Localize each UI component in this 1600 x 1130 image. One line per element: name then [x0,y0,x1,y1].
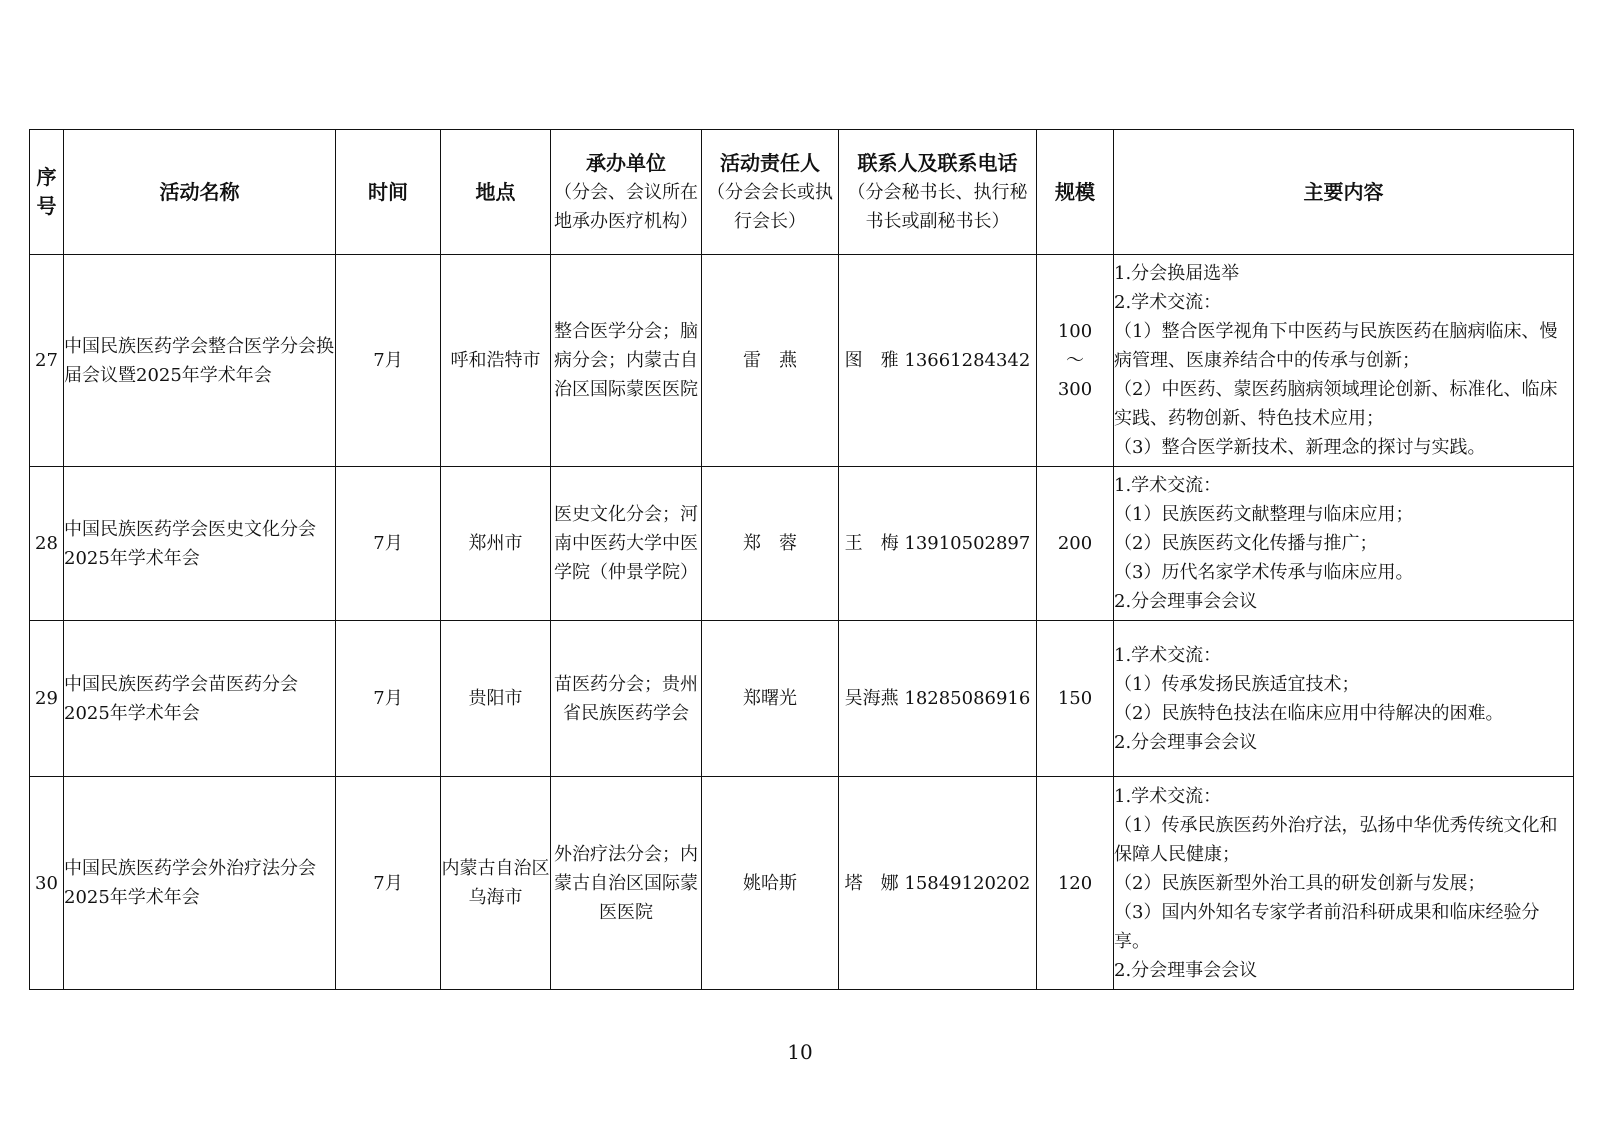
row-place: 内蒙古自治区乌海市 [441,777,551,990]
content-line: 2.分会理事会会议 [1114,731,1258,753]
table-row [30,621,1574,777]
row-scale: 200 [1037,467,1114,621]
scale-top: 100 [1057,321,1093,342]
content-line: 2.学术交流： [1114,292,1222,313]
content-line: （1）传承民族医药外治疗法，弘扬中华优秀传统文化和保障人民健康； [1114,814,1558,865]
row-contact: 塔 娜 15849120202 [839,777,1037,990]
header-content: 主要内容 [1114,130,1574,255]
row-time: 7月 [336,255,441,467]
row-seq: 30 [30,777,64,990]
content-line: （2）民族医药文化传播与推广； [1114,533,1378,554]
row-leader: 姚哈斯 [702,777,839,990]
row-scale: 150 [1037,621,1114,777]
row-unit: 苗医药分会；贵州省民族医药学会 [551,621,702,777]
row-content [1114,255,1574,467]
table-row [30,777,1574,990]
content-line: （2）民族医新型外治工具的研发创新与发展； [1114,872,1486,894]
row-scale: 120 [1037,777,1114,990]
table-row [30,467,1574,621]
header-name: 活动名称 [64,130,336,255]
content-line: 2.分会理事会会议 [1114,591,1258,612]
header-contact-note: （分会秘书长、执行秘书长或副秘书长） [847,181,1028,232]
header-unit [551,130,702,255]
content-line: 1.分会换届选举 [1114,263,1240,284]
content-line: 1.学术交流： [1114,785,1222,807]
content-line: 1.学术交流： [1114,644,1222,666]
content-line: （1）整合医学视角下中医药与民族医药在脑病临床、慢病管理、医康养结合中的传承与创新； [1114,321,1558,371]
row-seq: 27 [30,255,64,467]
content-line: 1.学术交流： [1114,475,1222,496]
row-seq: 28 [30,467,64,621]
page-number: 10 [787,1040,813,1064]
content-line: （3）整合医学新技术、新理念的探讨与实践。 [1114,437,1486,458]
row-content [1114,467,1574,621]
row-seq: 29 [30,621,64,777]
header-seq: 序号 [30,130,64,255]
row-content [1114,777,1574,990]
table-header-row [30,130,1574,255]
row-contact: 吴海燕 18285086916 [839,621,1037,777]
row-place: 郑州市 [441,467,551,621]
row-content [1114,621,1574,777]
header-leader-note: （分会会长或执行会长） [707,181,833,232]
row-leader: 郑曙光 [702,621,839,777]
content-line: （3）历代名家学术传承与临床应用。 [1114,562,1414,583]
row-leader: 雷 燕 [702,255,839,467]
header-unit-title: 承办单位 [586,150,666,175]
content-line: （2）中医药、蒙医药脑病领域理论创新、标准化、临床实践、药物创新、特色技术应用； [1114,379,1558,429]
row-time: 7月 [336,621,441,777]
header-contact-title: 联系人及联系电话 [857,150,1018,175]
row-unit: 医史文化分会；河南中医药大学中医学院（仲景学院） [551,467,702,621]
row-leader: 郑 蓉 [702,467,839,621]
scale-bottom: 300 [1057,379,1093,400]
header-contact [839,130,1037,255]
row-unit: 整合医学分会；脑病分会；内蒙古自治区国际蒙医医院 [551,255,702,467]
row-name: 中国民族医药学会整合医学分会换届会议暨2025年学术年会 [64,255,336,467]
row-name: 中国民族医药学会外治疗法分会2025年学术年会 [64,777,336,990]
scale-mid: ～ [1066,350,1084,371]
row-time: 7月 [336,467,441,621]
header-place: 地点 [441,130,551,255]
row-contact: 图 雅 13661284342 [839,255,1037,467]
header-scale: 规模 [1037,130,1114,255]
header-unit-note: （分会、会议所在地承办医疗机构） [554,181,698,232]
activity-table [29,129,1574,990]
content-line: （3）国内外知名专家学者前沿科研成果和临床经验分享。 [1114,901,1540,952]
header-time: 时间 [336,130,441,255]
row-place: 呼和浩特市 [441,255,551,467]
content-line: 2.分会理事会会议 [1114,959,1258,981]
content-line: （1）传承发扬民族适宜技术； [1114,673,1360,695]
row-contact: 王 梅 13910502897 [839,467,1037,621]
row-place: 贵阳市 [441,621,551,777]
content-line: （1）民族医药文献整理与临床应用； [1114,504,1414,525]
table-row [30,255,1574,467]
row-scale [1037,255,1114,467]
header-leader-title: 活动责任人 [720,150,820,175]
row-unit: 外治疗法分会；内蒙古自治区国际蒙医医院 [551,777,702,990]
row-name: 中国民族医药学会苗医药分会2025年学术年会 [64,621,336,777]
header-leader [702,130,839,255]
row-time: 7月 [336,777,441,990]
row-name: 中国民族医药学会医史文化分会2025年学术年会 [64,467,336,621]
content-line: （2）民族特色技法在临床应用中待解决的困难。 [1114,702,1504,724]
